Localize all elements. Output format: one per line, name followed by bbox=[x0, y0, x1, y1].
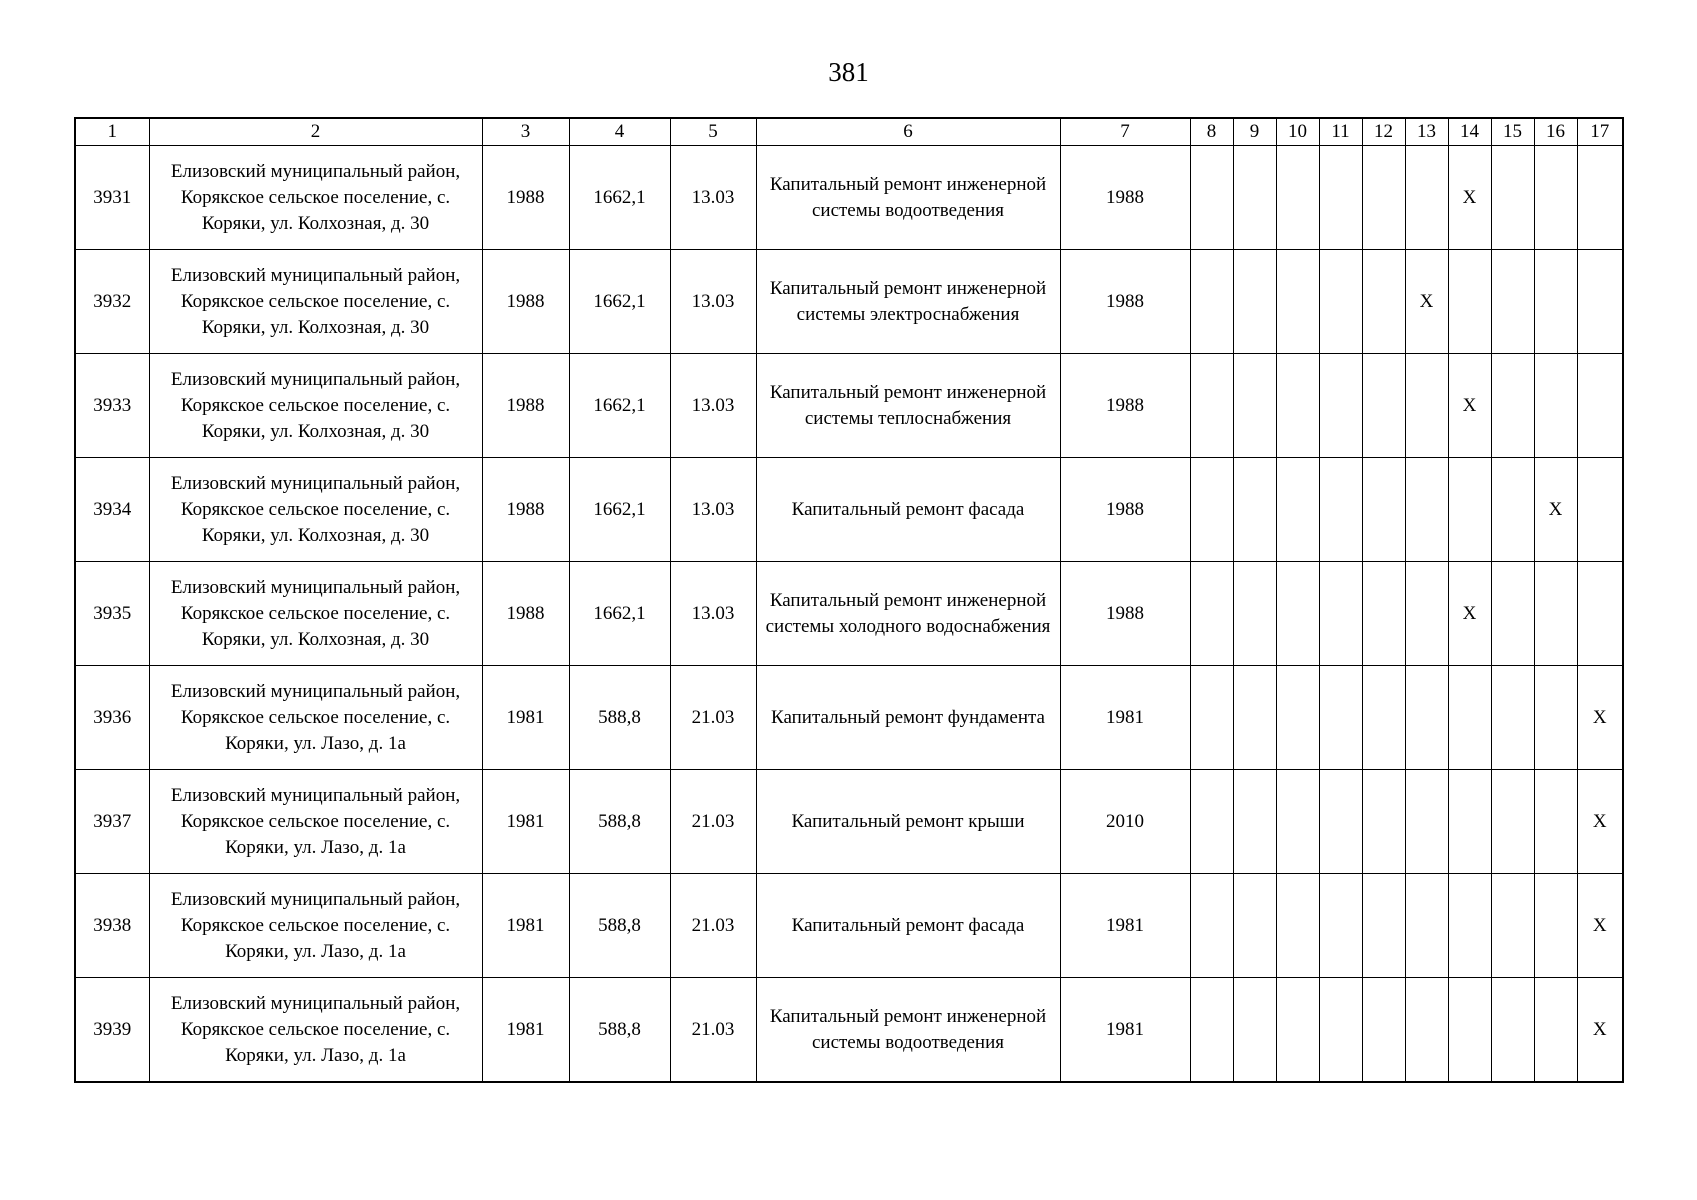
mark-cell bbox=[1233, 978, 1276, 1083]
mark-cell bbox=[1577, 250, 1623, 354]
mark-cell: X bbox=[1577, 978, 1623, 1083]
code-cell: 21.03 bbox=[670, 874, 756, 978]
mark-cell bbox=[1448, 458, 1491, 562]
area-cell: 588,8 bbox=[569, 770, 670, 874]
mark-cell bbox=[1491, 458, 1534, 562]
mark-cell bbox=[1233, 562, 1276, 666]
mark-cell bbox=[1190, 250, 1233, 354]
mark-cell bbox=[1491, 874, 1534, 978]
row-number-cell: 3937 bbox=[75, 770, 149, 874]
column-header: 14 bbox=[1448, 118, 1491, 146]
mark-cell bbox=[1577, 458, 1623, 562]
column-header: 11 bbox=[1319, 118, 1362, 146]
work-type-cell: Капитальный ремонт инженерной системы теплоснабжения bbox=[756, 354, 1060, 458]
mark-cell bbox=[1319, 250, 1362, 354]
work-type-cell: Капитальный ремонт инженерной системы водоотведения bbox=[756, 978, 1060, 1083]
year-work-cell: 1988 bbox=[1060, 250, 1190, 354]
mark-cell bbox=[1319, 666, 1362, 770]
table-row bbox=[75, 770, 1623, 874]
year-work-cell: 1981 bbox=[1060, 978, 1190, 1083]
year-cell: 1981 bbox=[482, 978, 569, 1083]
mark-cell bbox=[1319, 978, 1362, 1083]
mark-cell bbox=[1276, 562, 1319, 666]
table-body bbox=[75, 146, 1623, 1083]
table-row bbox=[75, 562, 1623, 666]
area-cell: 588,8 bbox=[569, 874, 670, 978]
work-type-cell: Капитальный ремонт фасада bbox=[756, 874, 1060, 978]
mark-cell: X bbox=[1448, 354, 1491, 458]
mark-cell bbox=[1190, 874, 1233, 978]
year-work-cell: 2010 bbox=[1060, 770, 1190, 874]
column-header: 2 bbox=[149, 118, 482, 146]
address-cell: Елизовский муниципальный район, Корякское сельское поселение, с. Коряки, ул. Колхозная, д. 30 bbox=[149, 146, 482, 250]
area-cell: 1662,1 bbox=[569, 354, 670, 458]
mark-cell bbox=[1534, 770, 1577, 874]
year-cell: 1988 bbox=[482, 562, 569, 666]
column-header: 6 bbox=[756, 118, 1060, 146]
year-cell: 1981 bbox=[482, 770, 569, 874]
mark-cell bbox=[1276, 666, 1319, 770]
mark-cell bbox=[1448, 978, 1491, 1083]
year-cell: 1988 bbox=[482, 146, 569, 250]
column-number-row bbox=[75, 118, 1623, 146]
mark-cell bbox=[1190, 978, 1233, 1083]
mark-cell bbox=[1362, 562, 1405, 666]
year-cell: 1988 bbox=[482, 458, 569, 562]
column-header: 16 bbox=[1534, 118, 1577, 146]
table-row bbox=[75, 250, 1623, 354]
mark-cell bbox=[1362, 666, 1405, 770]
mark-cell bbox=[1491, 978, 1534, 1083]
area-cell: 1662,1 bbox=[569, 562, 670, 666]
row-number-cell: 3934 bbox=[75, 458, 149, 562]
code-cell: 13.03 bbox=[670, 562, 756, 666]
column-header: 10 bbox=[1276, 118, 1319, 146]
column-header: 17 bbox=[1577, 118, 1623, 146]
mark-cell bbox=[1319, 874, 1362, 978]
mark-cell bbox=[1190, 770, 1233, 874]
mark-cell bbox=[1319, 562, 1362, 666]
area-cell: 1662,1 bbox=[569, 146, 670, 250]
column-header: 1 bbox=[75, 118, 149, 146]
code-cell: 21.03 bbox=[670, 978, 756, 1083]
address-cell: Елизовский муниципальный район, Корякское сельское поселение, с. Коряки, ул. Колхозная, д. 30 bbox=[149, 562, 482, 666]
mark-cell bbox=[1233, 874, 1276, 978]
mark-cell bbox=[1534, 562, 1577, 666]
mark-cell bbox=[1319, 146, 1362, 250]
address-cell: Елизовский муниципальный район, Корякское сельское поселение, с. Коряки, ул. Лазо, д. 1а bbox=[149, 874, 482, 978]
row-number-cell: 3931 bbox=[75, 146, 149, 250]
mark-cell: X bbox=[1577, 770, 1623, 874]
address-cell: Елизовский муниципальный район, Корякское сельское поселение, с. Коряки, ул. Лазо, д. 1а bbox=[149, 666, 482, 770]
mark-cell bbox=[1491, 770, 1534, 874]
mark-cell: X bbox=[1448, 562, 1491, 666]
year-cell: 1981 bbox=[482, 874, 569, 978]
mark-cell bbox=[1190, 458, 1233, 562]
mark-cell bbox=[1448, 770, 1491, 874]
mark-cell bbox=[1276, 354, 1319, 458]
code-cell: 21.03 bbox=[670, 666, 756, 770]
mark-cell bbox=[1233, 770, 1276, 874]
column-header: 5 bbox=[670, 118, 756, 146]
mark-cell bbox=[1448, 250, 1491, 354]
area-cell: 1662,1 bbox=[569, 458, 670, 562]
mark-cell bbox=[1276, 146, 1319, 250]
column-header: 9 bbox=[1233, 118, 1276, 146]
work-type-cell: Капитальный ремонт фасада bbox=[756, 458, 1060, 562]
mark-cell: X bbox=[1405, 250, 1448, 354]
mark-cell bbox=[1534, 354, 1577, 458]
mark-cell bbox=[1405, 978, 1448, 1083]
work-type-cell: Капитальный ремонт инженерной системы холодного водоснабжения bbox=[756, 562, 1060, 666]
code-cell: 21.03 bbox=[670, 770, 756, 874]
mark-cell bbox=[1233, 250, 1276, 354]
table-row bbox=[75, 666, 1623, 770]
table-row bbox=[75, 874, 1623, 978]
year-work-cell: 1988 bbox=[1060, 458, 1190, 562]
mark-cell bbox=[1405, 146, 1448, 250]
address-cell: Елизовский муниципальный район, Корякское сельское поселение, с. Коряки, ул. Лазо, д. 1а bbox=[149, 770, 482, 874]
mark-cell bbox=[1190, 146, 1233, 250]
row-number-cell: 3935 bbox=[75, 562, 149, 666]
work-type-cell: Капитальный ремонт инженерной системы водоотведения bbox=[756, 146, 1060, 250]
mark-cell bbox=[1190, 562, 1233, 666]
mark-cell bbox=[1448, 666, 1491, 770]
mark-cell bbox=[1405, 354, 1448, 458]
mark-cell bbox=[1233, 458, 1276, 562]
mark-cell bbox=[1577, 562, 1623, 666]
year-work-cell: 1988 bbox=[1060, 354, 1190, 458]
mark-cell bbox=[1319, 458, 1362, 562]
mark-cell bbox=[1491, 354, 1534, 458]
page-number: 381 bbox=[828, 57, 869, 87]
mark-cell bbox=[1534, 250, 1577, 354]
address-cell: Елизовский муниципальный район, Корякское сельское поселение, с. Коряки, ул. Колхозная, д. 30 bbox=[149, 458, 482, 562]
row-number-cell: 3939 bbox=[75, 978, 149, 1083]
row-number-cell: 3936 bbox=[75, 666, 149, 770]
mark-cell: X bbox=[1448, 146, 1491, 250]
mark-cell bbox=[1362, 874, 1405, 978]
mark-cell bbox=[1491, 562, 1534, 666]
mark-cell bbox=[1362, 770, 1405, 874]
code-cell: 13.03 bbox=[670, 250, 756, 354]
year-work-cell: 1988 bbox=[1060, 146, 1190, 250]
table-row bbox=[75, 978, 1623, 1083]
work-type-cell: Капитальный ремонт крыши bbox=[756, 770, 1060, 874]
address-cell: Елизовский муниципальный район, Корякское сельское поселение, с. Коряки, ул. Колхозная, д. 30 bbox=[149, 354, 482, 458]
mark-cell bbox=[1319, 354, 1362, 458]
address-cell: Елизовский муниципальный район, Корякское сельское поселение, с. Коряки, ул. Лазо, д. 1а bbox=[149, 978, 482, 1083]
code-cell: 13.03 bbox=[670, 354, 756, 458]
mark-cell bbox=[1405, 562, 1448, 666]
mark-cell bbox=[1362, 146, 1405, 250]
area-cell: 588,8 bbox=[569, 666, 670, 770]
mark-cell bbox=[1534, 146, 1577, 250]
mark-cell bbox=[1405, 666, 1448, 770]
mark-cell bbox=[1233, 666, 1276, 770]
capital-repair-table bbox=[74, 117, 1624, 1083]
area-cell: 588,8 bbox=[569, 978, 670, 1083]
table-row bbox=[75, 458, 1623, 562]
mark-cell: X bbox=[1577, 666, 1623, 770]
year-cell: 1988 bbox=[482, 250, 569, 354]
work-type-cell: Капитальный ремонт инженерной системы электроснабжения bbox=[756, 250, 1060, 354]
year-cell: 1988 bbox=[482, 354, 569, 458]
mark-cell bbox=[1319, 770, 1362, 874]
row-number-cell: 3938 bbox=[75, 874, 149, 978]
mark-cell bbox=[1534, 874, 1577, 978]
mark-cell bbox=[1190, 354, 1233, 458]
mark-cell bbox=[1233, 146, 1276, 250]
area-cell: 1662,1 bbox=[569, 250, 670, 354]
work-type-cell: Капитальный ремонт фундамента bbox=[756, 666, 1060, 770]
table-row bbox=[75, 354, 1623, 458]
mark-cell bbox=[1577, 146, 1623, 250]
column-header: 12 bbox=[1362, 118, 1405, 146]
row-number-cell: 3933 bbox=[75, 354, 149, 458]
mark-cell bbox=[1534, 666, 1577, 770]
mark-cell bbox=[1362, 354, 1405, 458]
year-work-cell: 1981 bbox=[1060, 874, 1190, 978]
address-cell: Елизовский муниципальный район, Корякское сельское поселение, с. Коряки, ул. Колхозная, д. 30 bbox=[149, 250, 482, 354]
row-number-cell: 3932 bbox=[75, 250, 149, 354]
mark-cell bbox=[1405, 458, 1448, 562]
code-cell: 13.03 bbox=[670, 146, 756, 250]
mark-cell bbox=[1276, 770, 1319, 874]
column-header: 7 bbox=[1060, 118, 1190, 146]
mark-cell bbox=[1448, 874, 1491, 978]
mark-cell bbox=[1405, 770, 1448, 874]
table-row bbox=[75, 146, 1623, 250]
column-header: 4 bbox=[569, 118, 670, 146]
mark-cell bbox=[1362, 458, 1405, 562]
year-work-cell: 1981 bbox=[1060, 666, 1190, 770]
mark-cell bbox=[1276, 458, 1319, 562]
mark-cell bbox=[1491, 146, 1534, 250]
mark-cell bbox=[1362, 978, 1405, 1083]
mark-cell bbox=[1276, 978, 1319, 1083]
mark-cell: X bbox=[1534, 458, 1577, 562]
mark-cell bbox=[1405, 874, 1448, 978]
mark-cell: X bbox=[1577, 874, 1623, 978]
mark-cell bbox=[1233, 354, 1276, 458]
mark-cell bbox=[1362, 250, 1405, 354]
mark-cell bbox=[1276, 250, 1319, 354]
code-cell: 13.03 bbox=[670, 458, 756, 562]
year-cell: 1981 bbox=[482, 666, 569, 770]
column-header: 15 bbox=[1491, 118, 1534, 146]
column-header: 8 bbox=[1190, 118, 1233, 146]
mark-cell bbox=[1577, 354, 1623, 458]
mark-cell bbox=[1276, 874, 1319, 978]
year-work-cell: 1988 bbox=[1060, 562, 1190, 666]
column-header: 13 bbox=[1405, 118, 1448, 146]
mark-cell bbox=[1534, 978, 1577, 1083]
mark-cell bbox=[1491, 666, 1534, 770]
column-header: 3 bbox=[482, 118, 569, 146]
mark-cell bbox=[1491, 250, 1534, 354]
mark-cell bbox=[1190, 666, 1233, 770]
